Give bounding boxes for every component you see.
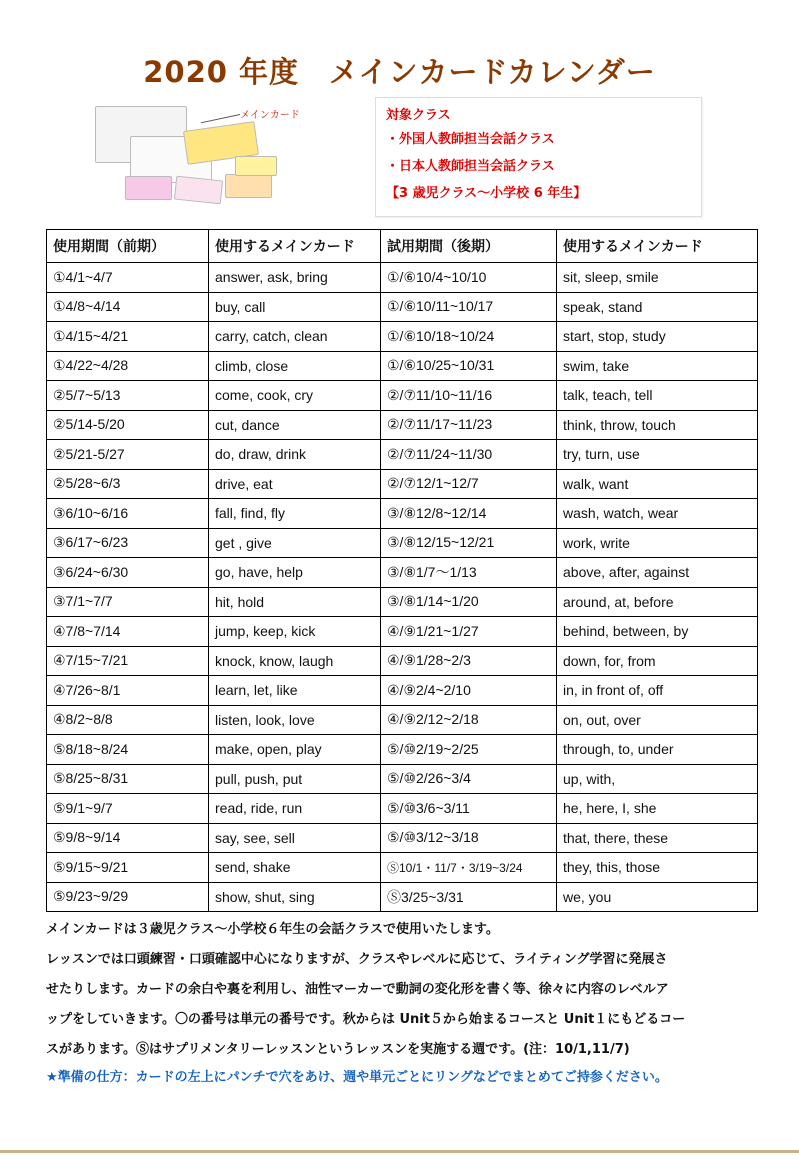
second-cards-cell: swim, take	[557, 351, 758, 381]
first-cards-cell: pull, push, put	[209, 764, 381, 794]
first-period-cell: ⑤9/15~9/21	[47, 853, 209, 883]
table-row	[47, 617, 758, 647]
second-cards-cell: they, this, those	[557, 853, 758, 883]
first-period-cell: ②5/21-5/27	[47, 440, 209, 470]
note-line: メインカードは３歳児クラス～小学校６年生の会話クラスで使用いたします。	[46, 922, 499, 937]
card-image	[125, 176, 172, 200]
first-cards-cell: cut, dance	[209, 410, 381, 440]
second-period-cell: Ⓢ3/25~3/31	[381, 882, 557, 912]
table-row	[47, 322, 758, 352]
second-cards-cell: walk, want	[557, 469, 758, 499]
first-period-cell: ①4/8~4/14	[47, 292, 209, 322]
second-period-cell: ⑤/⑩3/12~3/18	[381, 823, 557, 853]
preparation-note: ★準備の仕方：カードの左上にパンチで穴をあけ、週や単元ごとにリングなどでまとめてご持参ください。	[46, 1070, 668, 1085]
second-cards-cell: above, after, against	[557, 558, 758, 588]
first-cards-cell: answer, ask, bring	[209, 263, 381, 293]
card-image	[174, 176, 223, 205]
note-line: レッスンでは口頭練習・口頭確認中心になりますが、クラスやレベルに応じて、ライティング学習に発展さ	[46, 952, 668, 967]
first-cards-cell: come, cook, cry	[209, 381, 381, 411]
second-period-cell: Ⓢ10/1・11/7・3/19~3/24	[381, 853, 557, 883]
first-period-cell: ④7/8~7/14	[47, 617, 209, 647]
second-period-cell: ③/⑧12/8~12/14	[381, 499, 557, 529]
first-period-cell: ⑤9/1~9/7	[47, 794, 209, 824]
header-second-cards: 使用するメインカード	[557, 230, 758, 263]
first-period-cell: ③7/1~7/7	[47, 587, 209, 617]
calendar-table	[46, 229, 758, 912]
second-cards-cell: sit, sleep, smile	[557, 263, 758, 293]
second-period-cell: ①/⑥10/11~10/17	[381, 292, 557, 322]
second-cards-cell: in, in front of, off	[557, 676, 758, 706]
first-period-cell: ③6/17~6/23	[47, 528, 209, 558]
first-cards-cell: knock, know, laugh	[209, 646, 381, 676]
second-cards-cell: try, turn, use	[557, 440, 758, 470]
first-period-cell: ⑤8/25~8/31	[47, 764, 209, 794]
table-row	[47, 794, 758, 824]
first-cards-cell: show, shut, sing	[209, 882, 381, 912]
first-cards-cell: get , give	[209, 528, 381, 558]
first-period-cell: ④7/26~8/1	[47, 676, 209, 706]
table-row	[47, 853, 758, 883]
first-period-cell: ⑤9/23~9/29	[47, 882, 209, 912]
table-row	[47, 499, 758, 529]
first-period-cell: ③6/24~6/30	[47, 558, 209, 588]
second-period-cell: ①/⑥10/25~10/31	[381, 351, 557, 381]
table-row	[47, 469, 758, 499]
note-line: せたりします。カードの余白や裏を利用し、油性マーカーで動詞の変化形を書く等、徐々に内容のレベルア	[46, 982, 669, 997]
second-cards-cell: down, for, from	[557, 646, 758, 676]
table-row	[47, 558, 758, 588]
second-cards-cell: that, there, these	[557, 823, 758, 853]
first-cards-cell: read, ride, run	[209, 794, 381, 824]
second-cards-cell: we, you	[557, 882, 758, 912]
second-period-cell: ⑤/⑩2/19~2/25	[381, 735, 557, 765]
second-period-cell: ①/⑥10/4~10/10	[381, 263, 557, 293]
card-image	[235, 156, 277, 176]
header-first-period: 使用期間（前期）	[47, 230, 209, 263]
first-cards-cell: learn, let, like	[209, 676, 381, 706]
table-row	[47, 764, 758, 794]
first-cards-cell: fall, find, fly	[209, 499, 381, 529]
second-cards-cell: up, with,	[557, 764, 758, 794]
first-period-cell: ①4/22~4/28	[47, 351, 209, 381]
second-cards-cell: through, to, under	[557, 735, 758, 765]
table-row	[47, 882, 758, 912]
second-period-cell: ③/⑧1/14~1/20	[381, 587, 557, 617]
page-bottom-border	[0, 1150, 799, 1153]
target-line-1: ・外国人教師担当会話クラス	[386, 132, 555, 147]
card-image	[225, 174, 272, 198]
second-period-cell: ⑤/⑩2/26~3/4	[381, 764, 557, 794]
target-classes-box	[375, 97, 702, 217]
table-row	[47, 440, 758, 470]
first-cards-cell: make, open, play	[209, 735, 381, 765]
table-row	[47, 735, 758, 765]
target-line-2: ・日本人教師担当会話クラス	[386, 159, 555, 174]
second-period-cell: ④/⑨1/28~2/3	[381, 646, 557, 676]
second-cards-cell: wash, watch, wear	[557, 499, 758, 529]
page-title: 2020 年度 メインカードカレンダー	[143, 55, 656, 89]
first-cards-cell: go, have, help	[209, 558, 381, 588]
second-cards-cell: talk, teach, tell	[557, 381, 758, 411]
second-cards-cell: behind, between, by	[557, 617, 758, 647]
first-period-cell: ④7/15~7/21	[47, 646, 209, 676]
second-cards-cell: work, write	[557, 528, 758, 558]
first-cards-cell: send, shake	[209, 853, 381, 883]
first-cards-cell: drive, eat	[209, 469, 381, 499]
table-row	[47, 528, 758, 558]
first-period-cell: ④8/2~8/8	[47, 705, 209, 735]
second-period-cell: ④/⑨2/12~2/18	[381, 705, 557, 735]
table-row	[47, 587, 758, 617]
second-period-cell: ②/⑦11/17~11/23	[381, 410, 557, 440]
header-first-cards: 使用するメインカード	[209, 230, 381, 263]
second-period-cell: ⑤/⑩3/6~3/11	[381, 794, 557, 824]
first-cards-cell: carry, catch, clean	[209, 322, 381, 352]
second-cards-cell: he, here, I, she	[557, 794, 758, 824]
second-period-cell: ④/⑨2/4~2/10	[381, 676, 557, 706]
second-period-cell: ②/⑦11/10~11/16	[381, 381, 557, 411]
table-row	[47, 351, 758, 381]
target-line-3: 【3 歳児クラス～小学校 6 年生】	[386, 186, 587, 201]
table-row	[47, 410, 758, 440]
table-header-row	[47, 230, 758, 263]
first-period-cell: ①4/1~4/7	[47, 263, 209, 293]
second-period-cell: ②/⑦12/1~12/7	[381, 469, 557, 499]
first-period-cell: ③6/10~6/16	[47, 499, 209, 529]
first-period-cell: ⑤8/18~8/24	[47, 735, 209, 765]
first-period-cell: ②5/14-5/20	[47, 410, 209, 440]
table-row	[47, 823, 758, 853]
table-row	[47, 705, 758, 735]
first-cards-cell: buy, call	[209, 292, 381, 322]
first-period-cell: ②5/7~5/13	[47, 381, 209, 411]
second-cards-cell: start, stop, study	[557, 322, 758, 352]
first-cards-cell: hit, hold	[209, 587, 381, 617]
second-period-cell: ③/⑧12/15~12/21	[381, 528, 557, 558]
second-cards-cell: think, throw, touch	[557, 410, 758, 440]
table-row	[47, 381, 758, 411]
table-row	[47, 292, 758, 322]
second-period-cell: ②/⑦11/24~11/30	[381, 440, 557, 470]
note-line: ップをしていきます。〇の番号は単元の番号です。秋からは Unit５から始まるコースと Unit１にもどるコー	[46, 1012, 686, 1027]
second-cards-cell: on, out, over	[557, 705, 758, 735]
first-cards-cell: jump, keep, kick	[209, 617, 381, 647]
note-line: スがあります。Ⓢはサプリメンタリーレッスンというレッスンを実施する週です。(注：10/1,11/7)	[46, 1042, 630, 1057]
table-row	[47, 263, 758, 293]
table-row	[47, 676, 758, 706]
image-callout-label: メインカード	[240, 110, 300, 121]
first-cards-cell: climb, close	[209, 351, 381, 381]
first-period-cell: ①4/15~4/21	[47, 322, 209, 352]
second-period-cell: ④/⑨1/21~1/27	[381, 617, 557, 647]
second-period-cell: ①/⑥10/18~10/24	[381, 322, 557, 352]
first-period-cell: ②5/28~6/3	[47, 469, 209, 499]
second-cards-cell: around, at, before	[557, 587, 758, 617]
notes-section	[46, 915, 766, 1091]
first-cards-cell: listen, look, love	[209, 705, 381, 735]
second-cards-cell: speak, stand	[557, 292, 758, 322]
second-period-cell: ③/⑧1/7〜1/13	[381, 558, 557, 588]
first-cards-cell: say, see, sell	[209, 823, 381, 853]
first-period-cell: ⑤9/8~9/14	[47, 823, 209, 853]
header-second-period: 試用期間（後期）	[381, 230, 557, 263]
target-heading: 対象クラス	[386, 108, 451, 123]
table-row	[47, 646, 758, 676]
first-cards-cell: do, draw, drink	[209, 440, 381, 470]
